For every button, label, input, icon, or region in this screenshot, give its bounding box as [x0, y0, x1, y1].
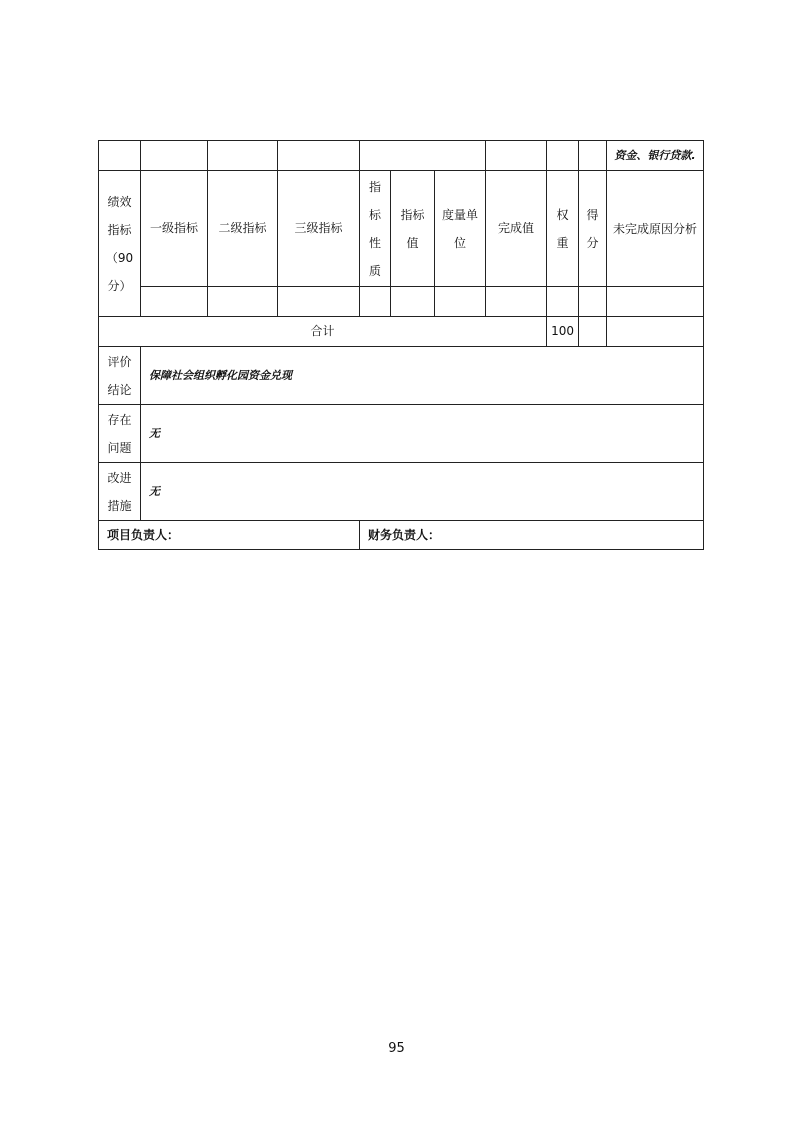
header-level3: 三级指标: [278, 171, 360, 287]
performance-table: [98, 140, 704, 550]
header-reason: 未完成原因分析: [607, 171, 704, 287]
issues-content: 无: [141, 405, 704, 463]
header-row: [99, 171, 704, 287]
issues-label: 存在问题: [99, 405, 141, 463]
page-number: 95: [388, 1041, 405, 1056]
header-value: 指标值: [391, 171, 435, 287]
signature-row: [99, 521, 704, 550]
header-level2: 二级指标: [208, 171, 278, 287]
improvements-row: [99, 463, 704, 521]
header-actual: 完成值: [486, 171, 547, 287]
continuation-note: 资金、银行贷款.: [607, 141, 704, 171]
improvements-label: 改进措施: [99, 463, 141, 521]
header-nature: 指标性质: [360, 171, 391, 287]
total-row: [99, 317, 704, 347]
evaluation-content: 保障社会组织孵化园资金兑现: [141, 347, 704, 405]
header-score: 得分: [579, 171, 607, 287]
total-weight: 100: [547, 317, 579, 347]
continuation-row: [99, 141, 704, 171]
improvements-content: 无: [141, 463, 704, 521]
evaluation-label: 评价结论: [99, 347, 141, 405]
empty-data-row: [99, 287, 704, 317]
issues-row: [99, 405, 704, 463]
project-lead-signature: 项目负责人：: [99, 521, 360, 550]
header-weight: 权重: [547, 171, 579, 287]
header-level1: 一级指标: [141, 171, 208, 287]
metric-group-label: 绩效指标（90分）: [99, 171, 141, 317]
finance-lead-signature: 财务负责人：: [360, 521, 704, 550]
evaluation-row: [99, 347, 704, 405]
header-unit: 度量单位: [435, 171, 486, 287]
total-label: 合计: [99, 317, 547, 347]
